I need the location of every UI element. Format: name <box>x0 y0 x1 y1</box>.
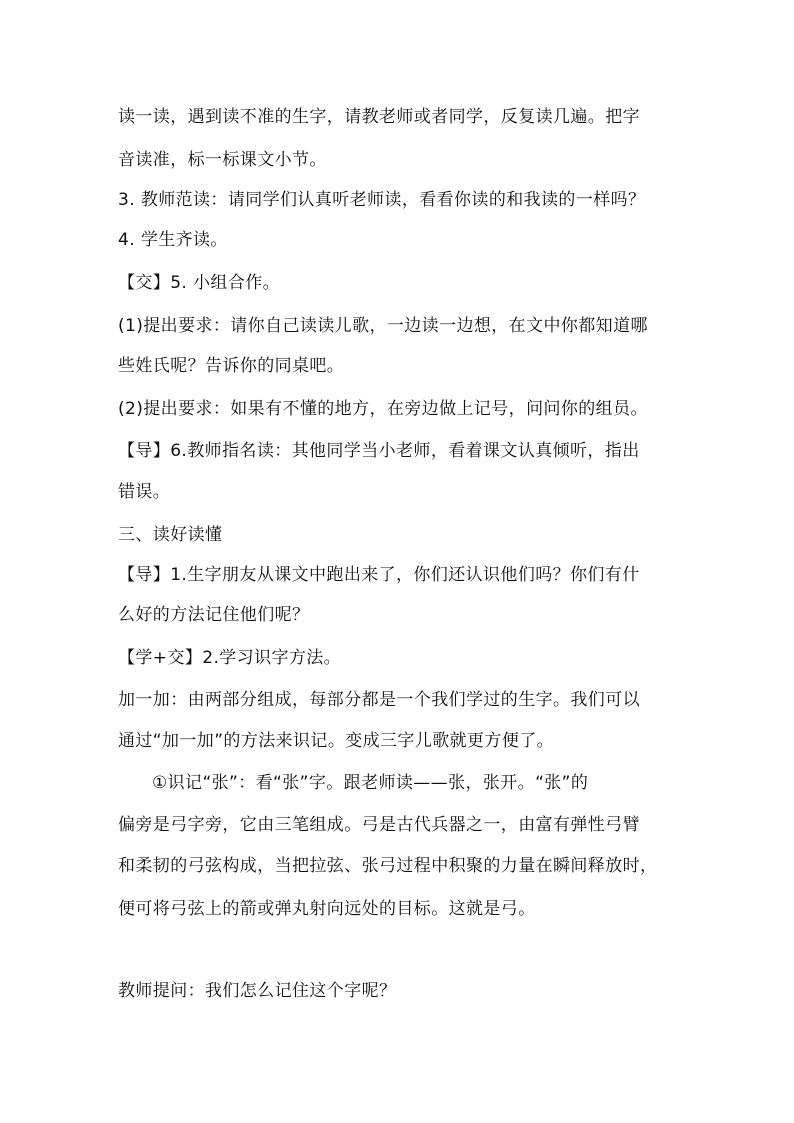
text-line: 【导】1.生字朋友从课文中跑出来了，你们还认识他们吗？你们有什 <box>118 565 640 585</box>
text-line: 4. 学生齐读。 <box>118 230 228 250</box>
text-line: 便可将弓弦上的箭或弹丸射向远处的目标。这就是弓。 <box>118 899 536 919</box>
text-line: 3. 教师范读：请同学们认真听老师读，看看你读的和我读的一样吗？ <box>118 190 646 210</box>
text-line: 错误。 <box>118 482 171 502</box>
text-line: (2)提出要求：如果有不懂的地方，在旁边做上记号，问问你的组员。 <box>118 399 648 419</box>
text-line: 么好的方法记住他们呢？ <box>118 605 310 625</box>
text-line: 【交】5. 小组合作。 <box>118 273 281 293</box>
text-line: 通过“加一加”的方法来识记。变成三字儿歌就更方便了。 <box>118 731 555 751</box>
text-line: 读一读，遇到读不准的生字，请教老师或者同学，反复读几遍。把字 <box>118 107 640 127</box>
text-line: 教师提问：我们怎么记住这个字呢？ <box>118 981 397 1001</box>
text-line: ①识记“张”：看“张”字。跟老师读——张，张开。“张”的 <box>152 773 589 793</box>
text-line: 加一加：由两部分组成，每部分都是一个我们学过的生字。我们可以 <box>118 690 640 710</box>
text-line: 偏旁是弓字旁，它由三笔组成。弓是古代兵器之一，由富有弹性弓臂 <box>118 815 640 835</box>
text-line: 些姓氏呢？告诉你的同桌吧。 <box>118 356 345 376</box>
section-heading: 三、读好读懂 <box>118 525 223 545</box>
text-line: 【学+交】2.学习识字方法。 <box>118 648 342 668</box>
text-line: 和柔韧的弓弦构成，当把拉弦、张弓过程中积聚的力量在瞬间释放时， <box>118 856 658 876</box>
text-line: (1)提出要求：请你自己读读儿歌，一边读一边想，在文中你都知道哪 <box>118 316 648 336</box>
text-line: 音读准，标一标课文小节。 <box>118 150 327 170</box>
text-line: 【导】6.教师指名读：其他同学当小老师，看着课文认真倾听，指出 <box>118 441 640 461</box>
